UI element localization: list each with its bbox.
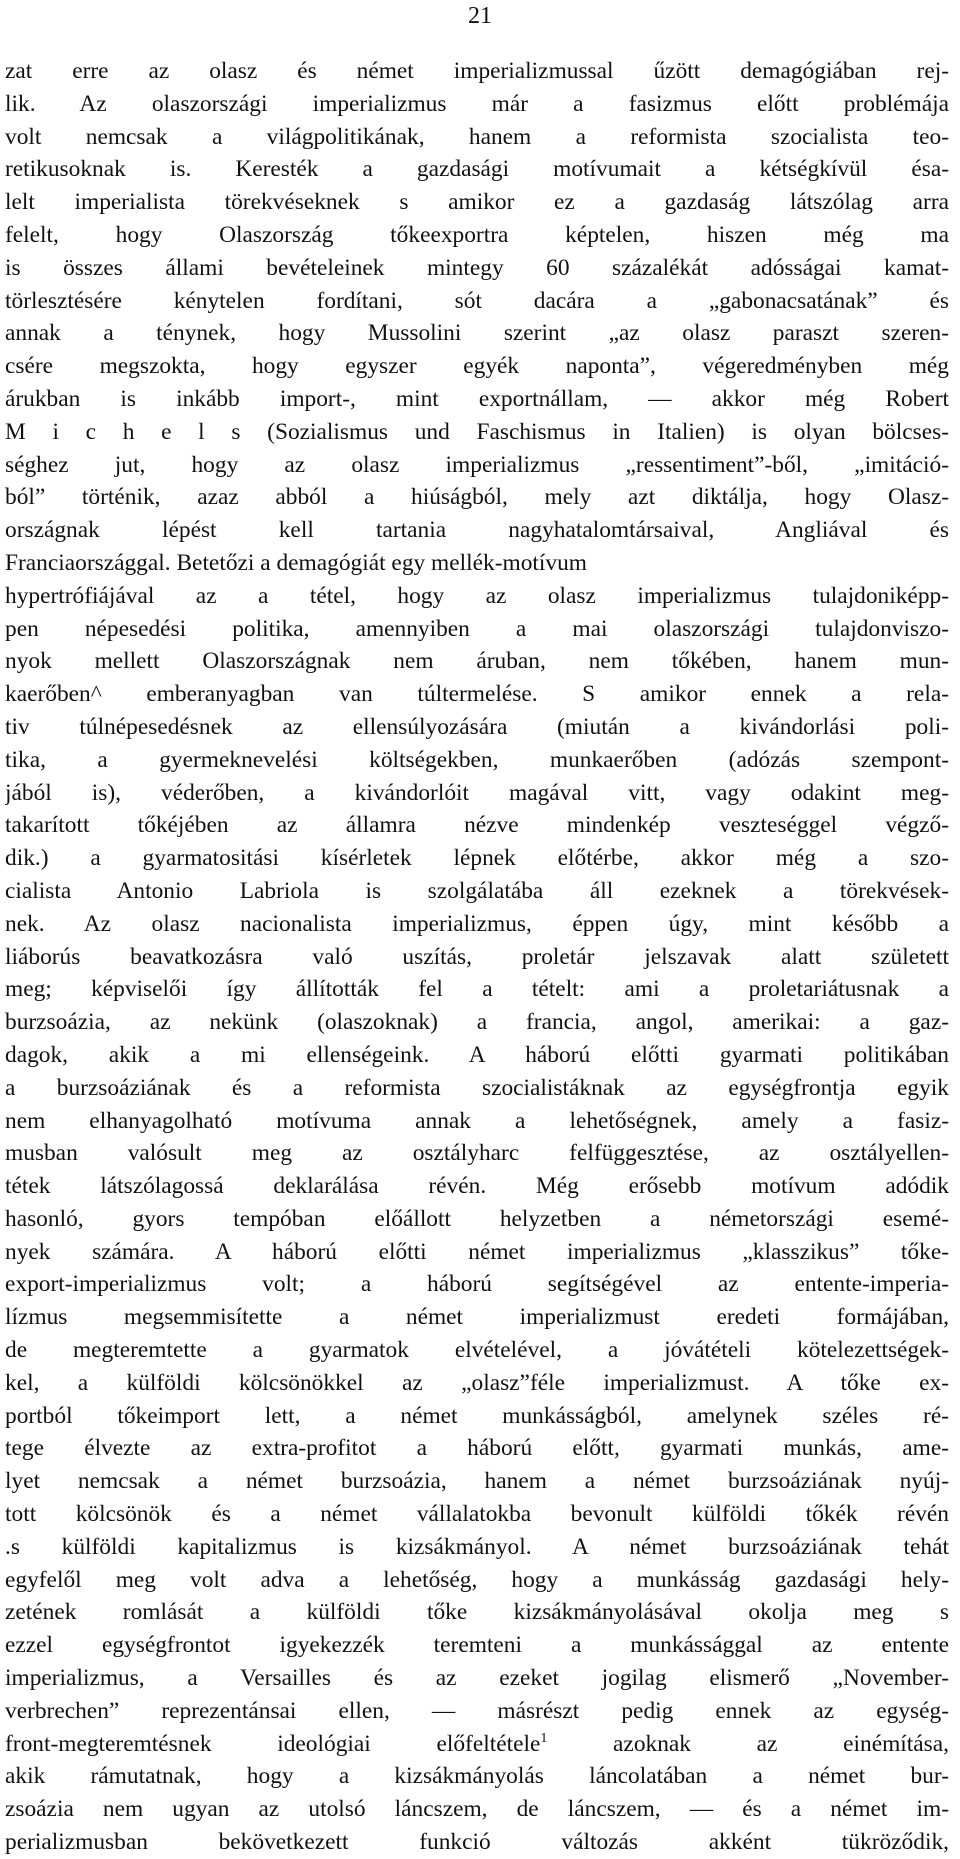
text-line-content: takarított tőkéjében az államra nézve mindenkép veszteséggel végző- (5, 812, 949, 839)
text-line (5, 1137, 949, 1170)
text-line (5, 1268, 949, 1301)
text-line-content: jából is), véderőben, a kivándorlóit magával vitt, vagy odakint meg- (5, 779, 949, 806)
text-line (5, 645, 949, 678)
text-line-content: export-imperializmus volt; a háború segítségével az entente-imperia- (5, 1271, 949, 1298)
text-line-content: tika, a gyermeknevelési költségekben, munkaerőben (adózás szempont- (5, 746, 949, 773)
text-line (5, 908, 949, 941)
text-line-content: imperializmus, a Versailles és az ezeket jogilag elismerő „November- (5, 1665, 949, 1692)
text-line (5, 1793, 949, 1826)
footnote-marker: 1 (540, 1730, 548, 1746)
text-line (5, 153, 949, 186)
text-line-content: nyek számára. A háború előtti német imperializmus „klasszikus” tőke- (5, 1238, 949, 1265)
text-line-content: cialista Antonio Labriola is szolgálatába áll ezeknek a törekvések- (5, 877, 949, 904)
text-line (5, 875, 949, 908)
text-line-content: ból” történik, azaz abból a hiúságból, mely azt diktálja, hogy Olasz- (5, 484, 949, 511)
text-line-content: kel, a külföldi kölcsönökkel az „olasz”féle imperializmust. A tőke ex- (5, 1369, 949, 1396)
text-line (5, 777, 949, 810)
text-line (5, 744, 949, 777)
text-line (5, 1432, 949, 1465)
text-line-content: verbrechen” reprezentánsai ellen, — másrészt pedig ennek az egység- (5, 1697, 949, 1724)
text-line-content: liáborús beavatkozásra való uszítás, proletár jelszavak alatt született (5, 943, 949, 970)
text-line-content: pen népesedési politika, amennyiben a mai olaszországi tulajdonviszo- (5, 615, 949, 642)
text-line-content: zsoázia nem ugyan az utolsó láncszem, de láncszem, — és a német im- (5, 1796, 949, 1823)
text-line (5, 1564, 949, 1597)
text-line (5, 1695, 949, 1728)
text-line-content: burzsoázia, az nekünk (olaszoknak) a francia, angol, amerikai: a gaz- (5, 1009, 949, 1036)
text-line (5, 1367, 949, 1400)
text-line (5, 1596, 949, 1629)
text-line (5, 1006, 949, 1039)
text-line (5, 285, 949, 318)
text-line-content: nyok mellett Olaszországnak nem áruban, nem tőkében, hanem mun- (5, 648, 949, 675)
page-number: 21 (468, 3, 492, 29)
text-line (5, 1498, 949, 1531)
text-line (5, 1170, 949, 1203)
text-line-content: lelt imperialista törekvéseknek s amikor ez a gazdaság látszólag arra (5, 189, 949, 216)
text-line-content: a burzsoáziának és a reformista szocialistáknak az egységfrontja egyik (5, 1074, 949, 1101)
text-line-content: M i c h e l s (Sozialismus und Faschismus in Italien) is olyan bölcses- (5, 418, 949, 445)
text-line-content: zetének romlását a külföldi tőke kizsákmányolásával okolja meg s (5, 1599, 949, 1626)
text-line (5, 580, 949, 613)
text-line (5, 481, 949, 514)
text-line-content: ezzel egységfrontot igyekezzék teremteni a munkássággal az entente (5, 1632, 949, 1659)
text-line (5, 514, 949, 547)
text-line (5, 383, 949, 416)
text-line (5, 88, 949, 121)
text-line (5, 1629, 949, 1662)
text-line-content: volt nemcsak a világpolitikának, hanem a reformista szocialista teo- (5, 123, 949, 150)
text-line (5, 1203, 949, 1236)
text-line (5, 1531, 949, 1564)
text-line-content: de megteremtette a gyarmatok elvételével, a jóvátételi kötelezettségek- (5, 1337, 949, 1364)
text-line (5, 613, 949, 646)
text-line-content: felelt, hogy Olaszország tőkeexportra képtelen, hiszen még ma (5, 221, 949, 248)
text-line (5, 317, 949, 350)
text-line-content: dagok, akik a mi ellenségeink. A háború előtti gyarmati politikában (5, 1041, 949, 1068)
text-line-content: lízmus megsemmisítette a német imperializmust eredeti formájában, (5, 1304, 949, 1331)
text-line (5, 1105, 949, 1138)
text-line-content: is összes állami bevételeinek mintegy 60 százalékát adósságai kamat- (5, 254, 949, 281)
text-line (5, 55, 949, 88)
text-line (5, 449, 949, 482)
text-line-content: nek. Az olasz nacionalista imperializmus, éppen úgy, mint később a (5, 910, 949, 937)
text-line (5, 350, 949, 383)
text-line (5, 1400, 949, 1433)
text-line-continuation: azoknak az einémítása, (547, 1730, 949, 1757)
text-line-content: musban valósult meg az osztályharc felfüggesztése, az osztályellen- (5, 1140, 949, 1167)
text-line (5, 1072, 949, 1105)
text-line-content: kaerőben^ emberanyagban van túltermelése. S amikor ennek a rela- (5, 681, 949, 708)
text-line-content: retikusoknak is. Keresték a gazdasági motívumait a kétségkívül ésa- (5, 156, 949, 183)
text-line (5, 121, 949, 154)
text-line (5, 547, 949, 580)
text-line-content: perializmusban bekövetkezett funkció változás akként tükröződik, (5, 1829, 949, 1856)
text-line-content: csére megszokta, hogy egyszer egyék naponta”, végeredményben még (5, 353, 949, 380)
text-line-content: árukban is inkább import-, mint exportnállam, — akkor még Robert (5, 385, 949, 412)
text-line-content: tott kölcsönök és a német vállalatokba bevonult külföldi tőkék révén (5, 1501, 949, 1528)
text-line-content: annak a ténynek, hogy Mussolini szerint „az olasz paraszt szeren- (5, 320, 949, 347)
text-line (5, 678, 949, 711)
text-line (5, 1039, 949, 1072)
text-line-content: akik rámutatnak, hogy a kizsákmányolás láncolatában a német bur- (5, 1763, 949, 1790)
text-line-content: lyet nemcsak a német burzsoázia, hanem a német burzsoáziának nyúj- (5, 1468, 949, 1495)
text-line-content: hasonló, gyors tempóban előállott helyzetben a németországi esemé- (5, 1205, 949, 1232)
text-line-content: zat erre az olasz és német imperializmussal űzött demagógiában rej- (5, 58, 949, 84)
text-line-content: országnak lépést kell tartania nagyhatalomtársaival, Angliával és (5, 517, 949, 544)
text-line (5, 1465, 949, 1498)
text-line (5, 186, 949, 219)
text-line (5, 252, 949, 285)
text-line-content: tiv túlnépesedésnek az ellensúlyozására (miután a kivándorlási poli- (5, 713, 949, 740)
text-line (5, 711, 949, 744)
text-line (5, 941, 949, 974)
text-line (5, 1728, 949, 1761)
text-line-content: meg; képviselői így állították fel a tételt: ami a proletariátusnak a (5, 976, 949, 1003)
text-line (5, 842, 949, 875)
text-line (5, 1301, 949, 1334)
text-line (5, 1236, 949, 1269)
text-line-content: portból tőkeimport lett, a német munkásságból, amelynek széles ré- (5, 1402, 949, 1429)
text-line (5, 416, 949, 449)
text-line (5, 1826, 949, 1859)
text-line-content: Franciaországgal. Betetőzi a demagógiát egy mellék-motívum (5, 549, 587, 576)
text-line (5, 219, 949, 252)
text-line (5, 1662, 949, 1695)
text-line-content: séghez jut, hogy az olasz imperializmus „ressentiment”-ből, „imitáció- (5, 451, 949, 478)
text-line-content: tétek látszólagossá deklarálása révén. Még erősebb motívum adódik (5, 1173, 949, 1200)
text-line (5, 1334, 949, 1367)
text-line (5, 809, 949, 842)
text-line-content: hypertrófiájával az a tétel, hogy az olasz imperializmus tulajdoniképp- (5, 582, 949, 609)
text-line-content: front-megteremtésnek ideológiai előfeltétele (5, 1730, 541, 1757)
text-line-content: nem elhanyagolható motívuma annak a lehetőségnek, amely a fasiz- (5, 1107, 949, 1134)
text-line (5, 1760, 949, 1793)
text-line-content: lik. Az olaszországi imperializmus már a fasizmus előtt problémája (5, 90, 949, 117)
text-line (5, 973, 949, 1006)
text-line-content: .s külföldi kapitalizmus is kizsákmányol. A német burzsoáziának tehát (5, 1533, 949, 1560)
text-line-content: egyfelől meg volt adva a lehetőség, hogy a munkásság gazdasági hely- (5, 1566, 949, 1593)
text-line-content: dik.) a gyarmatositási kísérletek lépnek előtérbe, akkor még a szo- (5, 845, 949, 872)
text-line-content: törlesztésére kénytelen fordítani, sót dacára a „gabonacsatának” és (5, 287, 949, 314)
text-line-content: tege élvezte az extra-profitot a háború előtt, gyarmati munkás, ame- (5, 1435, 949, 1462)
body-text (5, 55, 949, 1859)
